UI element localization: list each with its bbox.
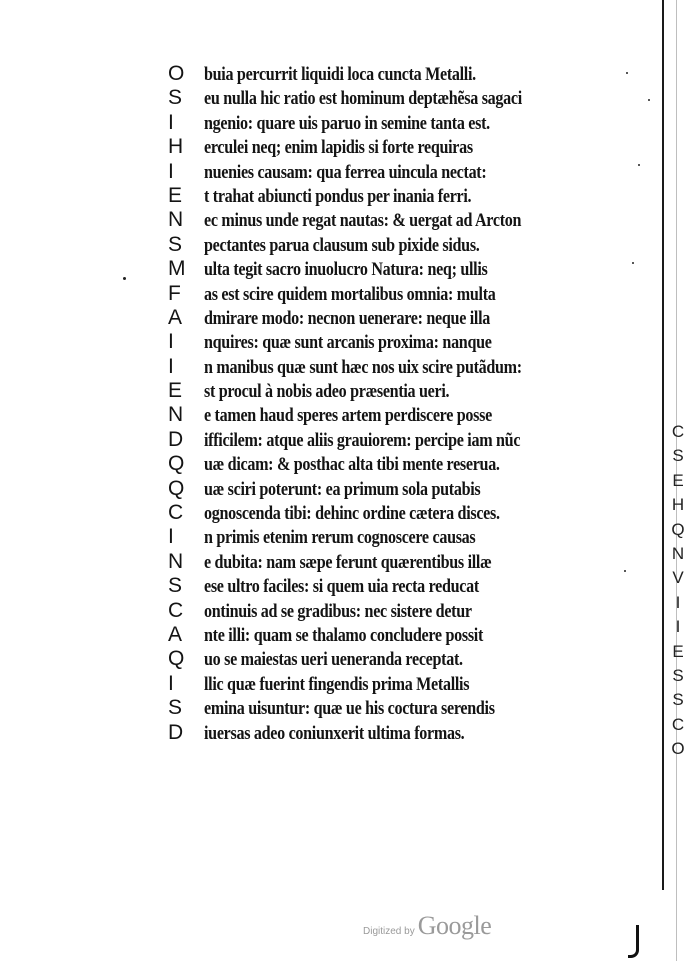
verse-text: eu nulla hic ratio est hominum deptæhẽsa sagaci xyxy=(204,89,522,110)
ink-speck xyxy=(624,570,626,572)
binding-edge-line xyxy=(662,0,664,890)
edge-letter: S xyxy=(672,690,684,710)
verse-line xyxy=(168,282,646,306)
ink-speck xyxy=(632,262,634,264)
verse-line xyxy=(168,647,646,671)
verse-line xyxy=(168,428,646,452)
verse-line xyxy=(168,672,646,696)
verse-text: ognoscenda tibi: dehinc ordine cætera disces. xyxy=(204,504,500,525)
verse-initial: O xyxy=(168,62,185,85)
verse-initial: E xyxy=(168,183,183,207)
verse-text: iuersas adeo coniunxerit ultima formas. xyxy=(204,723,465,744)
verse-line xyxy=(168,233,646,257)
edge-letter: I xyxy=(675,617,681,637)
edge-letter: O xyxy=(671,739,685,759)
verse-text: ontinuis ad se gradibus: nec sistere detur xyxy=(204,601,472,622)
verse-text: e tamen haud speres artem perdiscere posse xyxy=(204,406,492,427)
ink-speck xyxy=(638,164,640,166)
verse-line xyxy=(168,721,646,745)
edge-letter: E xyxy=(672,641,684,661)
verse-text: buia percurrit liquidi loca cuncta Metalli. xyxy=(204,65,476,85)
verse-line xyxy=(168,306,646,330)
verse-line xyxy=(168,574,646,598)
edge-letter: S xyxy=(672,665,684,685)
verse-line xyxy=(168,525,646,549)
verse-text: t trahat abiuncti pondus per inania ferri. xyxy=(204,186,472,207)
verse-line xyxy=(168,379,646,403)
verse-initial: I xyxy=(168,159,174,183)
verse-initial: C xyxy=(168,501,184,525)
verse-block xyxy=(168,62,646,745)
edge-letter: C xyxy=(671,714,685,734)
verse-text: nuenies causam: qua ferrea uincula nectat: xyxy=(204,162,487,183)
verse-text: ec minus unde regat nautas: & uergat ad Arcton xyxy=(204,211,522,232)
verse-initial: I xyxy=(168,330,174,354)
verse-initial: N xyxy=(168,208,184,232)
edge-letter: H xyxy=(671,495,685,515)
ink-speck xyxy=(123,277,126,280)
facing-page-edge-letters xyxy=(666,420,690,761)
verse-text: ulta tegit sacro inuolucro Natura: neq; ullis xyxy=(204,260,488,281)
verse-initial: S xyxy=(168,232,183,256)
verse-initial: S xyxy=(168,86,183,110)
verse-initial: I xyxy=(168,525,174,549)
verse-text: n primis etenim rerum cognoscere causas xyxy=(204,528,476,549)
verse-text: nte illi: quam se thalamo concludere possit xyxy=(204,625,484,646)
verse-initial: D xyxy=(168,427,184,451)
verse-text: st procul à nobis adeo præsentia ueri. xyxy=(204,382,450,403)
edge-letter: I xyxy=(675,592,681,612)
verse-line xyxy=(168,550,646,574)
verse-text: as est scire quidem mortalibus omnia: multa xyxy=(204,284,496,305)
verse-text: e dubita: nam sæpe ferunt quærentibus illæ xyxy=(204,552,492,573)
verse-initial: E xyxy=(168,379,183,403)
verse-line xyxy=(168,403,646,427)
edge-letter: C xyxy=(671,422,685,441)
verse-initial: A xyxy=(168,305,183,329)
verse-text: ngenio: quare uis paruo in semine tanta est. xyxy=(204,113,490,134)
verse-initial: S xyxy=(168,574,183,598)
verse-line xyxy=(168,208,646,232)
verse-line xyxy=(168,330,646,354)
edge-letter: E xyxy=(672,470,684,490)
verse-text: uo se maiestas ueri ueneranda receptat. xyxy=(204,650,463,671)
verse-text: dmirare modo: necnon uenerare: neque illa xyxy=(204,308,490,329)
verse-text: ifficilem: atque aliis grauiorem: percipe iam nũc xyxy=(204,430,521,451)
verse-text: pectantes parua clausum sub pixide sidus. xyxy=(204,235,480,256)
watermark-prefix: Digitized by xyxy=(363,926,415,937)
verse-line xyxy=(168,452,646,476)
edge-letter: N xyxy=(671,543,685,563)
page-corner-mark xyxy=(628,925,639,958)
verse-text: ese ultro faciles: si quem uia recta reducat xyxy=(204,577,479,598)
google-logo: Google xyxy=(417,911,492,940)
verse-line xyxy=(168,62,646,86)
ink-speck xyxy=(648,99,650,101)
verse-text: uæ dicam: & posthac alta tibi mente reserua. xyxy=(204,455,500,476)
verse-line xyxy=(168,184,646,208)
verse-text: nquires: quæ sunt arcanis proxima: nanque xyxy=(204,333,492,354)
verse-initial: M xyxy=(168,257,186,281)
verse-initial: D xyxy=(168,720,184,744)
verse-line xyxy=(168,135,646,159)
verse-initial: A xyxy=(168,622,183,646)
edge-letter: Q xyxy=(671,519,685,539)
verse-line xyxy=(168,160,646,184)
verse-initial: N xyxy=(168,549,184,573)
verse-initial: F xyxy=(168,281,181,305)
edge-letter: S xyxy=(672,446,684,466)
verse-initial: I xyxy=(168,354,174,378)
verse-line xyxy=(168,599,646,623)
verse-initial: S xyxy=(168,696,183,720)
verse-initial: Q xyxy=(168,452,185,476)
verse-text: n manibus quæ sunt hæc nos uix scire putãdum: xyxy=(204,357,522,378)
verse-initial: Q xyxy=(168,647,185,671)
verse-text: emina uisuntur: quæ ue his coctura serendis xyxy=(204,699,495,720)
verse-initial: I xyxy=(168,110,174,134)
verse-text: llic quæ fuerint fingendis prima Metallis xyxy=(204,674,470,695)
verse-line xyxy=(168,86,646,110)
verse-line xyxy=(168,477,646,501)
verse-initial: N xyxy=(168,403,184,427)
verse-line xyxy=(168,501,646,525)
verse-initial: Q xyxy=(168,476,185,500)
verse-initial: H xyxy=(168,135,184,159)
digitized-by-watermark xyxy=(363,911,491,941)
verse-initial: I xyxy=(168,671,174,695)
verse-line xyxy=(168,696,646,720)
verse-line xyxy=(168,355,646,379)
verse-line xyxy=(168,623,646,647)
verse-line xyxy=(168,111,646,135)
edge-letter: V xyxy=(672,568,684,588)
verse-initial: C xyxy=(168,598,184,622)
verse-text: uæ sciri poterunt: ea primum sola putabis xyxy=(204,479,481,500)
verse-line xyxy=(168,257,646,281)
verse-text: erculei neq; enim lapidis si forte requiras xyxy=(204,138,473,159)
ink-speck xyxy=(626,72,628,74)
